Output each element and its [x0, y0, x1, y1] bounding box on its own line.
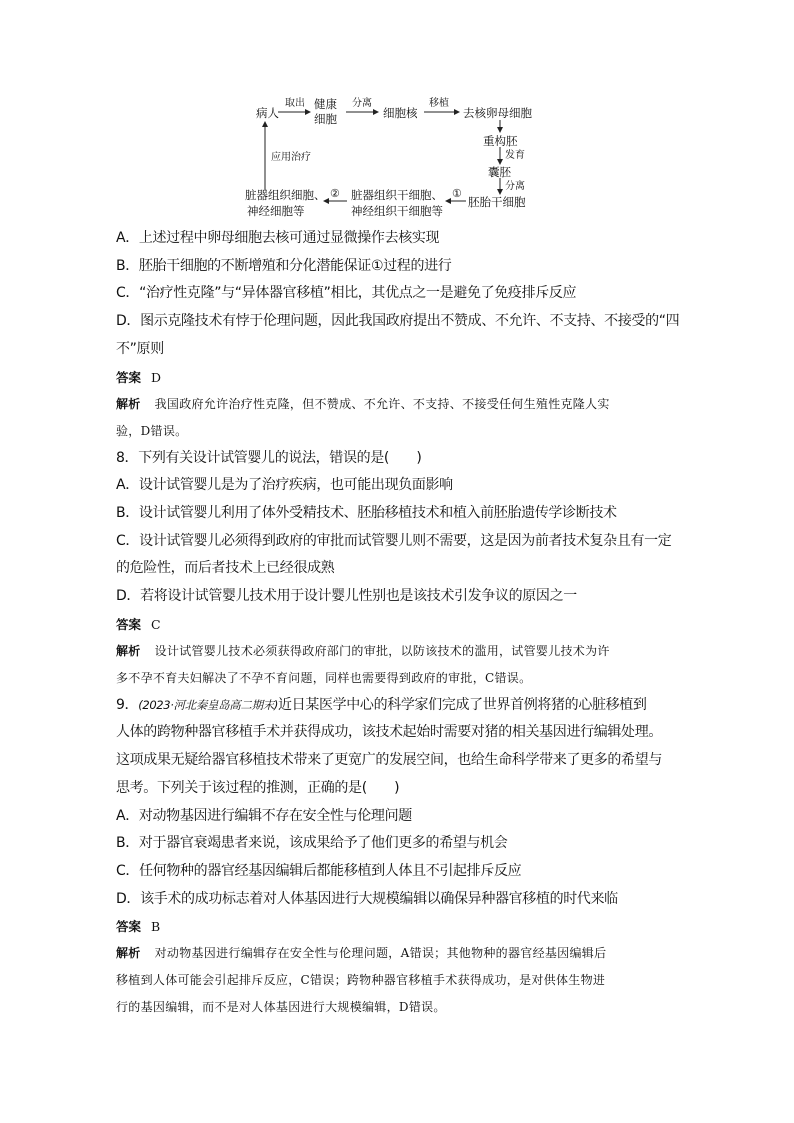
- q9-stem-line4: 思考。下列关于该过程的推测，正确的是( ): [116, 779, 400, 796]
- node-tissue-stem-cell-line1: 脏器组织干细胞、: [351, 188, 443, 202]
- q9-stem-line1: [116, 692, 686, 720]
- q8-option-c: C．设计试管婴儿必须得到政府的审批而试管婴儿则不需要，这是因为前者技术复杂且有一定: [116, 532, 672, 549]
- q8-analysis-line2: 多不孕不育夫妇解决了不孕不育问题，同样也需要得到政府的审批，C错误。: [116, 670, 532, 685]
- node-embryonic-stem-cell: 胚胎干细胞: [468, 195, 526, 209]
- answer-value: C: [151, 616, 161, 632]
- node-enucleated-egg: 去核卵母细胞: [463, 106, 532, 120]
- q8-answer: [116, 611, 686, 638]
- label-take: 取出: [285, 98, 305, 109]
- node-tissue-stem-cell-line2: 神经组织干细胞等: [351, 204, 443, 218]
- label-step2: ②: [330, 187, 340, 200]
- analysis-text: 设计试管婴儿技术必须获得政府部门的审批，以防该技术的滥用，试管婴儿技术为许: [154, 643, 610, 658]
- q9-analysis-line2: 移植到人体可能会引起排斥反应，C错误；跨物种器官移植手术获得成功，是对供体生物进: [116, 973, 606, 988]
- q9-number: 9．: [116, 696, 139, 713]
- node-blastocyst: 囊胚: [488, 165, 511, 179]
- label-separate: 分离: [352, 98, 372, 109]
- q9-answer: [116, 913, 686, 940]
- q7-option-b: B．胚胎干细胞的不断增殖和分化潜能保证①过程的进行: [116, 257, 452, 274]
- node-nucleus: 细胞核: [383, 106, 418, 120]
- q9-option-b: B．对于器官衰竭患者来说，该成果给予了他们更多的希望与机会: [116, 835, 508, 852]
- question-content: [116, 225, 686, 1021]
- label-step1: ①: [452, 187, 462, 200]
- label-transplant: 移植: [429, 98, 449, 109]
- analysis-label: 解析: [116, 643, 141, 658]
- answer-label: 答案: [116, 369, 142, 385]
- answer-label: 答案: [116, 919, 142, 935]
- q7-option-c: C．“治疗性克隆”与“异体器官移植”相比，其优点之一是避免了免疫排斥反应: [116, 285, 577, 302]
- q8-option-d: D．若将设计试管婴儿技术用于设计婴儿性别也是该技术引发争议的原因之一: [116, 588, 577, 605]
- analysis-text: 对动物基因进行编辑存在安全性与伦理问题，A错误；其他物种的器官经基因编辑后: [154, 946, 607, 961]
- node-tissue-cell-line1: 脏器组织细胞、: [245, 188, 326, 202]
- q7-analysis-line2: 验，D错误。: [116, 423, 188, 438]
- analysis-text: 我国政府允许治疗性克隆，但不赞成、不允许、不支持、不接受任何生殖性克隆人实: [154, 396, 610, 411]
- label-develop: 发育: [505, 150, 525, 161]
- node-healthy-cell-line2: 细胞: [314, 112, 337, 126]
- q9-stem-line3: 这项成果无疑给器官移植技术带来了更宽广的发展空间，也给生命科学带来了更多的希望与: [116, 752, 662, 769]
- q9-stem-line2: 人体的跨物种器官移植手术并获得成功，该技术起始时需要对猪的相关基因进行编辑处理。: [116, 724, 662, 741]
- answer-value: D: [151, 369, 162, 385]
- q9-analysis-line1: [116, 940, 686, 967]
- analysis-label: 解析: [116, 946, 141, 961]
- answer-label: 答案: [116, 616, 142, 632]
- answer-value: B: [151, 919, 161, 935]
- q8-option-c-cont: 的危险性，而后者技术上已经很成熟: [116, 560, 335, 577]
- q7-answer: [116, 364, 686, 391]
- q8-option-b: B．设计试管婴儿利用了体外受精技术、胚胎移植技术和植入前胚胎遗传学诊断技术: [116, 504, 617, 521]
- q9-analysis-line3: 行的基因编辑，而不是对人体基因进行大规模编辑，D错误。: [116, 1000, 446, 1015]
- q8-option-a: A．设计试管婴儿是为了治疗疾病，也可能出现负面影响: [116, 477, 453, 494]
- node-reconstructed-embryo: 重构胚: [483, 134, 518, 148]
- q7-option-d-cont: 不”原则: [116, 340, 164, 357]
- node-patient: 病人: [256, 106, 279, 120]
- q8-stem: 8．下列有关设计试管婴儿的说法，错误的是( ): [116, 449, 422, 466]
- label-separate-2: 分离: [505, 181, 525, 192]
- q8-analysis-line1: [116, 638, 686, 665]
- q9-option-c: C．任何物种的器官经基因编辑后都能移植到人体且不引起排斥反应: [116, 862, 522, 879]
- q7-option-a: A．上述过程中卵母细胞去核可通过显微操作去核实现: [116, 230, 440, 246]
- q9-option-d: D．该手术的成功标志着对人体基因进行大规模编辑以确保异种器官移植的时代来临: [116, 890, 618, 907]
- node-healthy-cell-line1: 健康: [314, 97, 337, 111]
- q9-source: (2023·河北秦皇岛高二期末): [138, 697, 279, 712]
- q9-option-a: A．对动物基因进行编辑不存在安全性与伦理问题: [116, 807, 412, 824]
- cloning-flow-diagram: [240, 92, 550, 222]
- label-treat: 应用治疗: [271, 152, 311, 163]
- node-tissue-cell-line2: 神经细胞等: [247, 204, 305, 218]
- q7-analysis-line1: [116, 391, 686, 418]
- q7-option-d: D．图示克隆技术有悖于伦理问题，因此我国政府提出不赞成、不允许、不支持、不接受的“四: [116, 313, 680, 330]
- q9-stem-first: 近日某医学中心的科学家们完成了世界首例将猪的心脏移植到: [278, 696, 647, 713]
- analysis-label: 解析: [116, 396, 141, 411]
